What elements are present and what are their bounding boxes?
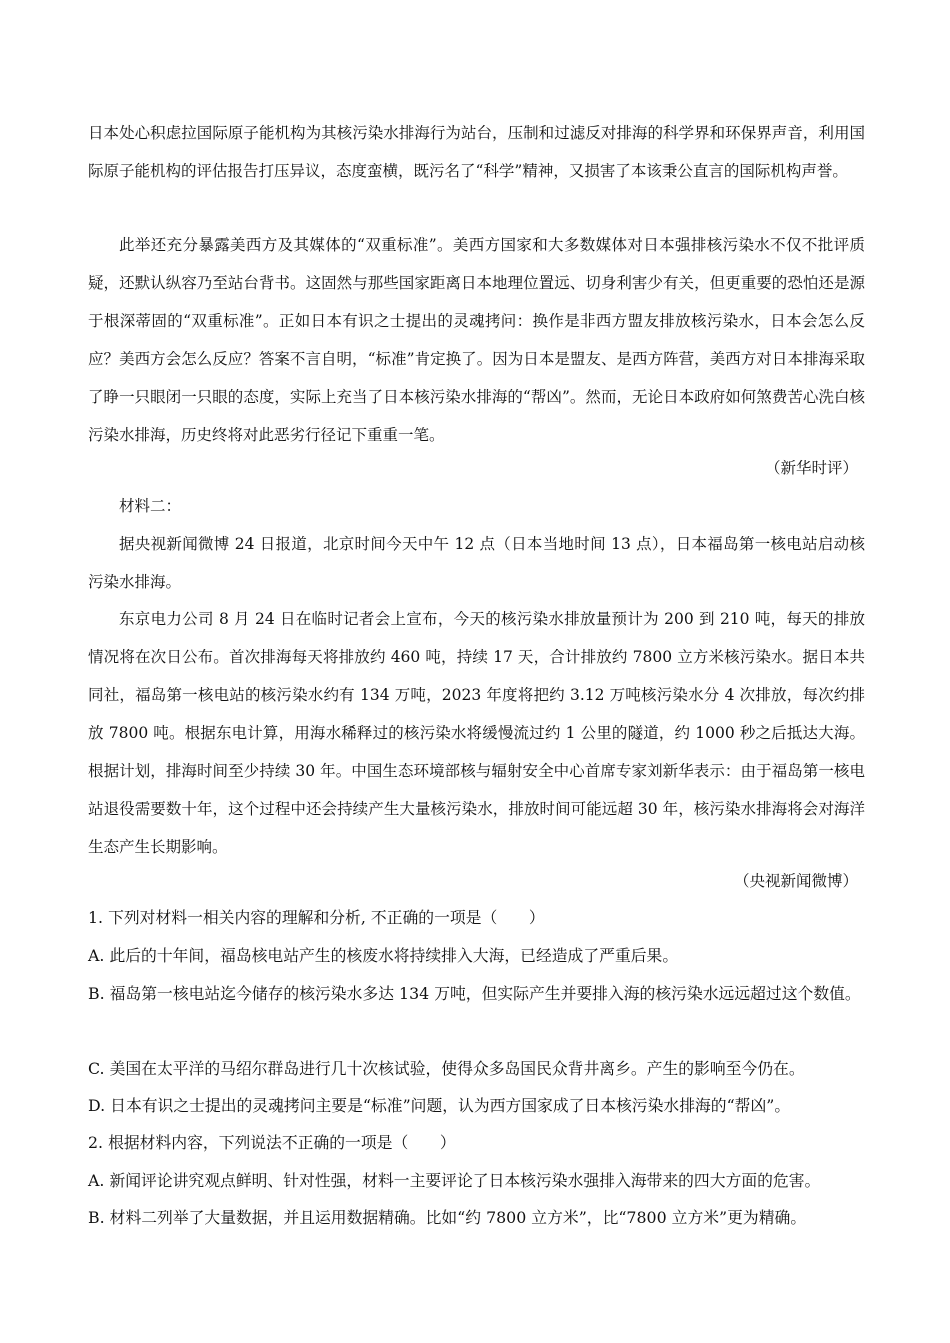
material1-source: （新华时评） — [764, 459, 858, 477]
material1-paragraph-1: 日本处心积虑拉国际原子能机构为其核污染水排海行为站台，压制和过滤反对排海的科学界和环保界声音，利用国际原子能机构的评估报告打压异议，态度蛮横，既污名了“科学”精神，又损害了本该秉公直言的国际机构声誉。 — [88, 124, 865, 180]
question-1-stem: 1. 下列对材料一相关内容的理解和分析, 不正确的一项是（ ） — [88, 908, 545, 927]
material2-paragraph-2: 东京电力公司 8 月 24 日在临时记者会上宣布，今天的核污染水排放量预计为 200 到 210 吨，每天的排放情况将在次日公布。首次排海每天将排放约 460 吨，持续 17 天，合计排放约 7800 立方米核污染水。据日本共同社，福岛第一核电站的核污染水约有 134 万吨，2023 年度将把约 3.12 万吨核污染水分 4 次排放，每次约排放 7800 吨。根据东电计算，用海水稀释过的核污染水将缓慢流过约 1 公里的隧道，约 1000 秒之后抵达大海。根据计划，排海时间至少持续 30 年。中国生态环境部核与辐射安全中心首席专家刘新华表示：由于福岛第一核电站退役需要数十年，这个过程中还会持续产生大量核污染水，排放时间可能远超 30 年，核污染水排海将会对海洋生态产生长期影响。 — [88, 610, 865, 856]
material1-paragraph-2: 此举还充分暴露美西方及其媒体的“双重标准”。美西方国家和大多数媒体对日本强排核污染水不仅不批评质疑，还默认纵容乃至站台背书。这固然与那些国家距离日本地理位置远、切身利害少有关，但更重要的恐怕还是源于根深蒂固的“双重标准”。正如日本有识之士提出的灵魂拷问：换作是非西方盟友排放核污染水，日本会怎么反应？美西方会怎么反应？答案不言自明，“标准”肯定换了。因为日本是盟友、是西方阵营，美西方对日本排海采取了睁一只眼闭一只眼的态度，实际上充当了日本核污染水排海的“帮凶”。然而，无论日本政府如何煞费苦心洗白核污染水排海，历史终将对此恶劣行径记下重重一笔。 — [88, 236, 865, 444]
question-1-option-a: A. 此后的十年间，福岛核电站产生的核废水将持续排入大海，已经造成了严重后果。 — [88, 946, 679, 965]
question-1-option-c: C. 美国在太平洋的马绍尔群岛进行几十次核试验，使得众多岛国民众背井离乡。产生的影响至今仍在。 — [88, 1059, 805, 1078]
question-2-stem: 2. 根据材料内容，下列说法不正确的一项是（ ） — [88, 1133, 456, 1152]
material2-label: 材料二： — [119, 497, 182, 515]
material2-paragraph-1: 据央视新闻微博 24 日报道，北京时间今天中午 12 点（日本当地时间 13 点），日本福岛第一核电站启动核污染水排海。 — [88, 535, 865, 591]
question-1-option-d: D. 日本有识之士提出的灵魂拷问主要是“标准”问题，认为西方国家成了日本核污染水排海的“帮凶”。 — [88, 1096, 791, 1115]
question-1-option-b: B. 福岛第一核电站迄今储存的核污染水多达 134 万吨，但实际产生并要排入海的核污染水远远超过这个数值。 — [88, 984, 861, 1003]
material2-source: （央视新闻微博） — [733, 872, 858, 890]
question-2-option-a: A. 新闻评论讲究观点鲜明、针对性强，材料一主要评论了日本核污染水强排入海带来的四大方面的危害。 — [88, 1171, 821, 1190]
question-2-option-b: B. 材料二列举了大量数据，并且运用数据精确。比如“约 7800 立方米”，比“7800 立方米”更为精确。 — [88, 1208, 807, 1227]
